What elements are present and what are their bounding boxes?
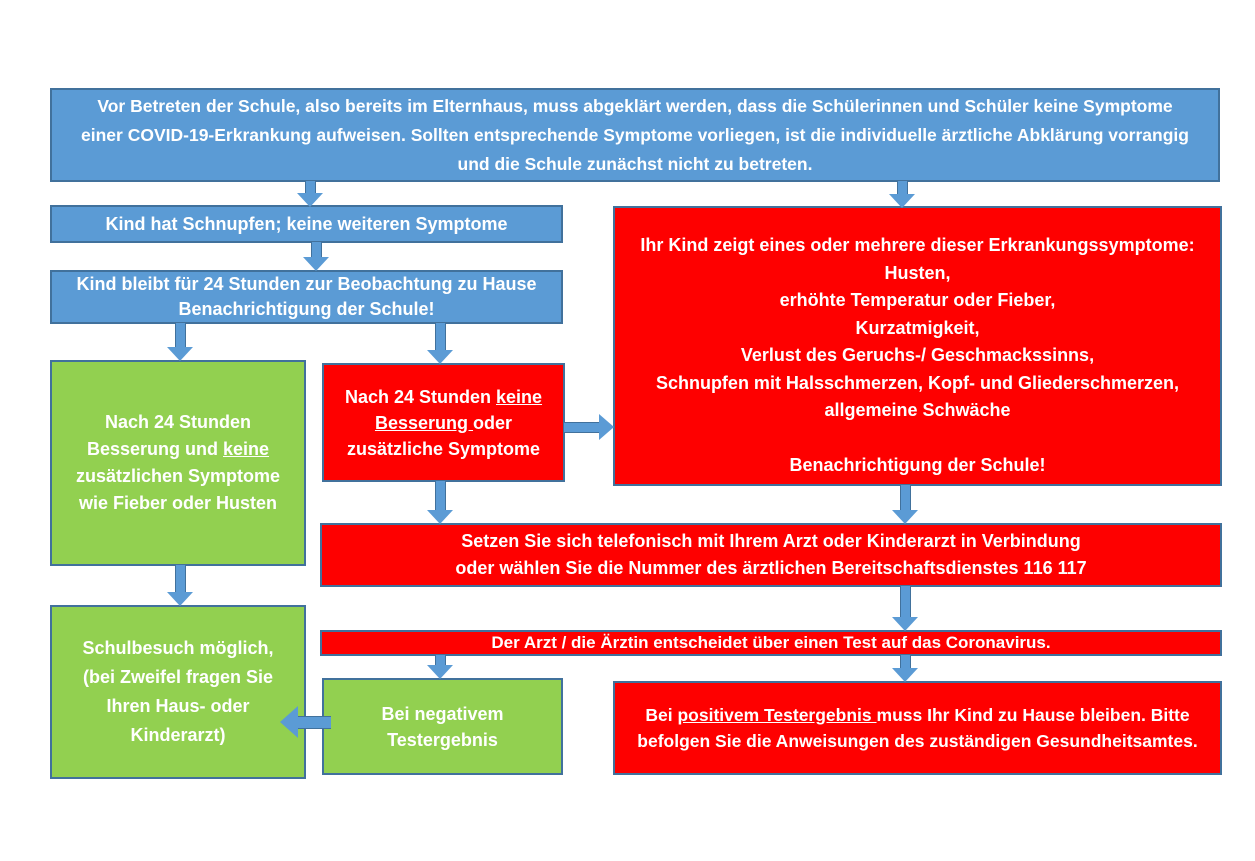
- telefon-line1: Setzen Sie sich telefonisch mit Ihrem Arzt oder Kinderarzt in Verbindung: [461, 531, 1081, 551]
- symptome-line: Husten,: [884, 262, 951, 283]
- positiv-text: Bei positivem Testergebnis muss Ihr Kind zu Hause bleiben. Bitte befolgen Sie die Anweisungen des zuständigen Gesundheitsamtes.: [637, 705, 1198, 751]
- beobachtung-line1: Kind bleibt für 24 Stunden zur Beobachtung zu Hause: [76, 274, 537, 294]
- node-telefon: [320, 523, 1222, 587]
- arrow-beobachtung-to-keine-besserung: [427, 323, 453, 364]
- arrow-banner-to-symptome: [889, 181, 915, 208]
- node-schulbesuch: [50, 605, 306, 779]
- node-besserung: [50, 360, 306, 566]
- node-keine-besserung: [322, 363, 565, 482]
- telefon-line2: oder wählen Sie die Nummer des ärztlichen Bereitschaftsdienstes 116 117: [455, 558, 1087, 578]
- node-symptome: [613, 206, 1222, 486]
- arrow-schnupfen-to-beobachtung: [303, 242, 329, 271]
- symptome-line: allgemeine Schwäche: [824, 400, 1011, 420]
- beobachtung-line2: Benachrichtigung der Schule!: [178, 299, 435, 319]
- arrow-keine-besserung-to-symptome: [564, 414, 614, 440]
- node-negativ: [322, 678, 563, 775]
- arrow-besserung-to-schulbesuch: [167, 565, 193, 606]
- node-schnupfen: [50, 205, 563, 243]
- symptome-line: Schnupfen mit Halsschmerzen, Kopf- und Gliederschmerzen,: [655, 372, 1180, 393]
- symptome-line-spacer: [627, 425, 1208, 453]
- arrow-telefon-to-arzt: [892, 586, 918, 631]
- schulbesuch-text: Schulbesuch möglich, (bei Zweifel fragen Sie Ihren Haus- oder Kinderarzt): [82, 638, 274, 745]
- node-banner: [50, 88, 1220, 182]
- symptome-line: Ihr Kind zeigt eines oder mehrere dieser Erkrankungssymptome:: [640, 235, 1195, 255]
- symptome-line: Verlust des Geruchs-/ Geschmackssinns,: [740, 345, 1095, 365]
- symptome-line: Kurzatmigkeit,: [855, 317, 980, 338]
- arzt-text: Der Arzt / die Ärztin entscheidet über einen Test auf das Coronavirus.: [491, 633, 1051, 652]
- node-arzt: [320, 630, 1222, 656]
- node-beobachtung: [50, 270, 563, 324]
- arrow-beobachtung-to-besserung: [167, 323, 193, 361]
- symptome-line: erhöhte Temperatur oder Fieber,: [779, 290, 1056, 310]
- keine-besserung-text: Nach 24 Stunden keine Besserung oder zusätzliche Symptome: [344, 386, 543, 459]
- arrow-negativ-to-schulbesuch: [280, 706, 331, 738]
- banner-text: Vor Betreten der Schule, also bereits im Elternhaus, muss abgeklärt werden, dass die Schülerinnen und Schüler keine Symptome einer COVID-19-Erkrankung aufweisen. Sollten entsprechende Symptome vorliegen, ist die individuelle ärztliche Abklärung vorrangig und die Schule zunächst nicht zu betreten.: [81, 95, 1189, 174]
- node-positiv: [613, 681, 1222, 775]
- besserung-text: Nach 24 Stunden Besserung und keine zusätzlichen Symptome wie Fieber oder Husten: [75, 412, 281, 513]
- symptome-line: Benachrichtigung der Schule!: [789, 455, 1046, 475]
- arrow-banner-to-schnupfen: [297, 181, 323, 207]
- arrow-symptome-to-telefon: [892, 485, 918, 524]
- schnupfen-text: Kind hat Schnupfen; keine weiteren Symptome: [105, 213, 508, 234]
- arrow-keine-besserung-to-telefon: [427, 481, 453, 524]
- arrow-arzt-to-negativ: [427, 655, 453, 679]
- arrow-arzt-to-positiv: [892, 655, 918, 682]
- negativ-text: Bei negativem Testergebnis: [381, 703, 504, 750]
